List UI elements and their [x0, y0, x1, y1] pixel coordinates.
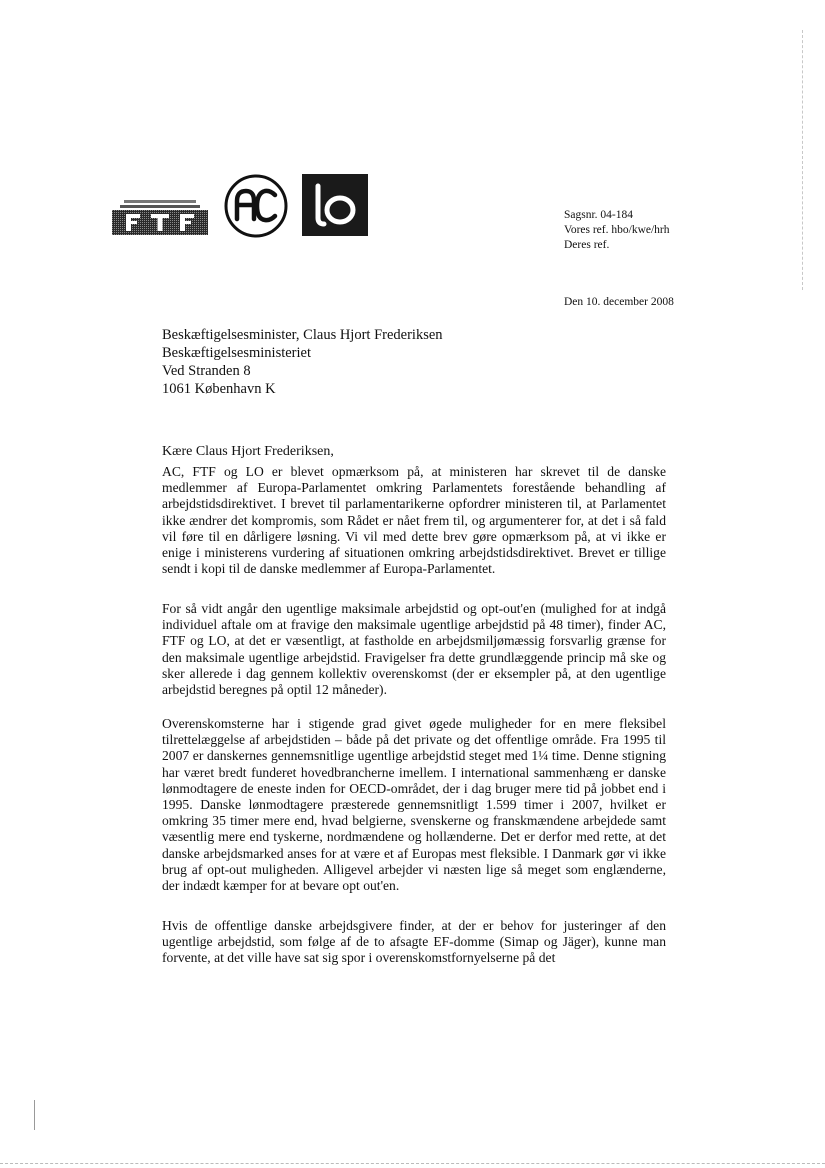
recipient-address — [162, 326, 443, 398]
body-paragraph: Overenskomsterne har i stigende grad givet øgede muligheder for en mere fleksibel tilrettelæggelse af arbejdstiden – både på det private og det offentlige område. Fra 1995 til 2007 er danskernes gennemsnitlige ugentlige arbejdstid steget med 1¼ time. Denne stigning har været bredt funderet hovedbrancherne imellem. I international sammenhæng er danske lønmodtagere de eneste inden for OECD-området, der i dag bruger mere tid på jobbet end i 1995. Danske lønmodtagere præsterede gennemsnitligt 1.599 timer i 2007, hvilket er omkring 35 timer mere end, hvad belgierne, svenskerne og franskmændene arbejdede samt væsentlig mere end tyskerne, nordmændene og hollænderne. Det er derfor med rette, at det danske arbejdsmarked anses for at være et af Europas mest fleksible. I Danmark gør vi ikke brug af opt-out muligheden. Alligevel arbejder vi næsten lige så meget som englænderne, der indædt kæmper for at bevare opt out'en. — [162, 716, 666, 894]
body-paragraph: For så vidt angår den ugentlige maksimale arbejdstid og opt-out'en (mulighed for at indgå individuel aftale om at fravige den maksimale ugentlige arbejdstid på 48 timer), finder AC, FTF og LO, at det er væsentligt, at fastholde en arbejdsmiljømæssig forsvarlig grænse for den maksimale ugentlige arbejdstid. Fravigelser fra dette grundlæggende princip må ske og sker allerede i dag gennem kollektiv overenskomst (der er eksempler på, at den ugentlige arbejdstid beregnes på optil 12 måneder). — [162, 601, 666, 698]
scan-bottom-edge — [0, 1163, 825, 1164]
letter-date: Den 10. december 2008 — [564, 296, 674, 308]
salutation: Kære Claus Hjort Frederiksen, — [162, 444, 334, 459]
address-line: Beskæftigelsesministeriet — [162, 345, 312, 361]
our-reference: Vores ref. hbo/kwe/hrh — [564, 224, 670, 236]
address-line: 1061 København K — [162, 381, 276, 397]
body-paragraph: Hvis de offentlige danske arbejdsgivere finder, at der er behov for justeringer af den ugentlige arbejdstid, som følge af de to afsagte EF-domme (Simap og Jäger), kunne man forvente, at det ville have sat sig spor i overenskomstfornyelserne på det — [162, 918, 666, 966]
scan-margin-mark — [34, 1100, 37, 1130]
case-number: Sagsnr. 04-184 — [564, 209, 633, 221]
ac-logo — [223, 173, 289, 239]
address-line: Ved Stranden 8 — [162, 363, 251, 379]
lo-logo — [302, 174, 368, 236]
your-reference: Deres ref. — [564, 239, 610, 251]
body-paragraph: AC, FTF og LO er blevet opmærksom på, at ministeren har skrevet til de danske medlemmer af Europa-Parlamentet omkring Parlamentets forestående behandling af arbejdstidsdirektivet. I brevet til parlamentarikerne opfordrer ministeren til, at Parlamentet ikke ændrer det kompromis, som Rådet er nået frem til, og argumenterer for, at det i så fald vil føre til en dårligere løsning. Vi vil med dette brev gøre opmærksom på, at vi ikke er enige i ministerens vurdering af situationen omkring arbejdstidsdirektivet. Brevet er tillige sendt i kopi til de danske medlemmer af Europa-Parlamentet. — [162, 464, 666, 577]
scan-edge-marks — [800, 30, 803, 290]
ftf-logo — [110, 200, 210, 236]
address-line: Beskæftigelsesminister, Claus Hjort Frederiksen — [162, 327, 443, 343]
reference-block — [564, 208, 670, 253]
